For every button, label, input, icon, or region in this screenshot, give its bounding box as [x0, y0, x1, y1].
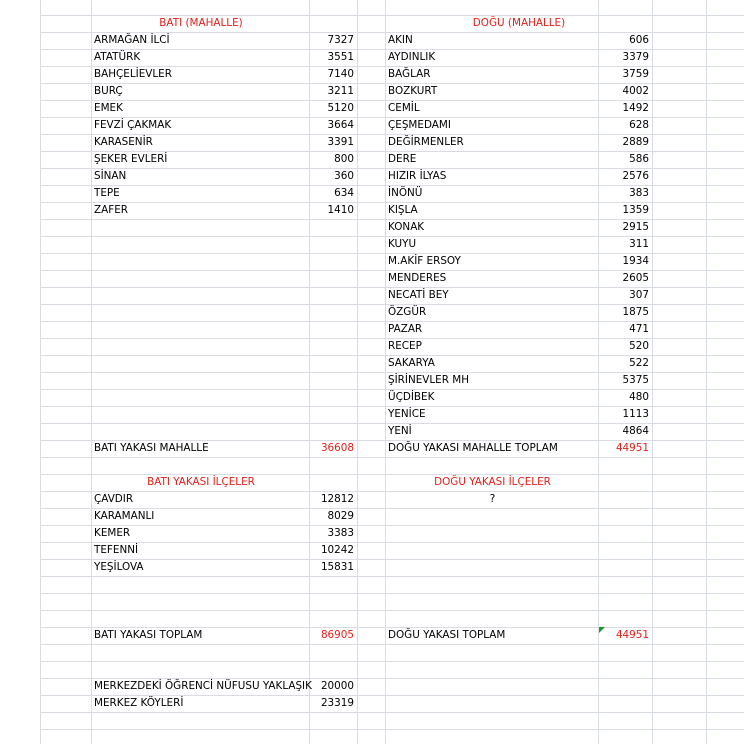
dogu-mahalle-value-cell[interactable]: 471	[629, 323, 649, 335]
dogu-mahalle-value-cell[interactable]: 586	[629, 153, 649, 165]
dogu-mahalle-name-cell[interactable]: ŞİRİNEVLER MH	[388, 374, 470, 386]
bati-ilce-name-cell[interactable]: KARAMANLI	[94, 510, 155, 522]
dogu-yakasi-toplam-value[interactable]: 44951	[615, 629, 649, 641]
dogu-mahalle-value-cell[interactable]: 628	[629, 119, 649, 131]
column-gridline	[706, 0, 707, 744]
bati-total-label[interactable]: BATI YAKASI MAHALLE	[94, 442, 209, 454]
bati-ilce-name-cell[interactable]: KEMER	[94, 527, 131, 539]
dogu-total-value[interactable]: 44951	[615, 442, 649, 454]
dogu-mahalle-value-cell[interactable]: 1934	[622, 255, 649, 267]
dogu-mahalle-name-cell[interactable]: BOZKURT	[388, 85, 438, 97]
row-gridline	[40, 457, 744, 458]
merkez-koyleri-value[interactable]: 23319	[320, 697, 354, 709]
bati-mahalle-value-cell[interactable]: 800	[334, 153, 354, 165]
bati-mahalle-name-cell[interactable]: BAHÇELİEVLER	[94, 68, 172, 80]
dogu-mahalle-name-cell[interactable]: KONAK	[388, 221, 425, 233]
dogu-mahalle-name-cell[interactable]: AYDINLIK	[388, 51, 436, 63]
dogu-mahalle-name-cell[interactable]: DERE	[388, 153, 417, 165]
bati-mahalle-value-cell[interactable]: 5120	[327, 102, 354, 114]
bati-ilce-name-cell[interactable]: TEFENNİ	[94, 544, 139, 556]
bati-mahalle-value-cell[interactable]: 634	[334, 187, 354, 199]
bati-mahalle-name-cell[interactable]: KARASENİR	[94, 136, 153, 148]
bati-mahalle-name-cell[interactable]: ATATÜRK	[94, 51, 141, 63]
bati-mahalle-value-cell[interactable]: 3391	[327, 136, 354, 148]
dogu-mahalle-value-cell[interactable]: 2889	[622, 136, 649, 148]
row-gridline	[40, 576, 744, 577]
bati-mahalle-name-cell[interactable]: EMEK	[94, 102, 123, 114]
bati-ilce-value-cell[interactable]: 12812	[320, 493, 354, 505]
dogu-mahalle-value-cell[interactable]: 1875	[622, 306, 649, 318]
dogu-mahalle-name-cell[interactable]: KUYU	[388, 238, 417, 250]
dogu-mahalle-header[interactable]: DOĞU (MAHALLE)	[472, 17, 566, 29]
bati-mahalle-value-cell[interactable]: 3211	[327, 85, 354, 97]
row-gridline	[40, 712, 744, 713]
dogu-mahalle-value-cell[interactable]: 480	[629, 391, 649, 403]
dogu-mahalle-value-cell[interactable]: 307	[629, 289, 649, 301]
dogu-ilceler-placeholder[interactable]: ?	[489, 493, 496, 505]
row-gridline	[40, 644, 744, 645]
dogu-mahalle-name-cell[interactable]: ÜÇDİBEK	[388, 391, 435, 403]
bati-mahalle-name-cell[interactable]: SİNAN	[94, 170, 127, 182]
dogu-mahalle-name-cell[interactable]: RECEP	[388, 340, 422, 352]
dogu-mahalle-value-cell[interactable]: 2915	[622, 221, 649, 233]
column-gridline	[652, 0, 653, 744]
dogu-mahalle-value-cell[interactable]: 383	[629, 187, 649, 199]
dogu-mahalle-value-cell[interactable]: 4002	[622, 85, 649, 97]
bati-ilce-name-cell[interactable]: ÇAVDIR	[94, 493, 134, 505]
bati-mahalle-name-cell[interactable]: ARMAĞAN İLCİ	[94, 34, 170, 46]
bati-mahalle-name-cell[interactable]: TEPE	[94, 187, 120, 199]
column-gridline	[40, 0, 41, 744]
dogu-mahalle-value-cell[interactable]: 520	[629, 340, 649, 352]
dogu-mahalle-value-cell[interactable]: 1113	[622, 408, 649, 420]
dogu-mahalle-name-cell[interactable]: HIZIR İLYAS	[388, 170, 447, 182]
dogu-mahalle-value-cell[interactable]: 2605	[622, 272, 649, 284]
dogu-mahalle-value-cell[interactable]: 522	[629, 357, 649, 369]
dogu-mahalle-name-cell[interactable]: AKIN	[388, 34, 413, 46]
row-gridline	[40, 661, 744, 662]
dogu-mahalle-name-cell[interactable]: PAZAR	[388, 323, 423, 335]
bati-ilce-name-cell[interactable]: YEŞİLOVA	[94, 561, 144, 573]
dogu-total-label[interactable]: DOĞU YAKASI MAHALLE TOPLAM	[388, 442, 558, 454]
dogu-mahalle-value-cell[interactable]: 3379	[622, 51, 649, 63]
bati-mahalle-value-cell[interactable]: 1410	[327, 204, 354, 216]
comment-indicator-icon[interactable]	[599, 627, 605, 633]
dogu-mahalle-name-cell[interactable]: ÇEŞMEDAMI	[388, 119, 451, 131]
dogu-mahalle-name-cell[interactable]: YENİCE	[388, 408, 426, 420]
bati-yakasi-toplam-value[interactable]: 86905	[320, 629, 354, 641]
dogu-yakasi-toplam-label[interactable]: DOĞU YAKASI TOPLAM	[388, 629, 506, 641]
dogu-mahalle-value-cell[interactable]: 4864	[622, 425, 649, 437]
bati-mahalle-value-cell[interactable]: 3551	[327, 51, 354, 63]
dogu-ilceler-header[interactable]: DOĞU YAKASI İLÇELER	[434, 476, 551, 488]
dogu-mahalle-value-cell[interactable]: 1492	[622, 102, 649, 114]
bati-mahalle-value-cell[interactable]: 3664	[327, 119, 354, 131]
row-gridline	[40, 729, 744, 730]
bati-ilce-value-cell[interactable]: 15831	[320, 561, 354, 573]
bati-yakasi-toplam-label[interactable]: BATI YAKASI TOPLAM	[94, 629, 203, 641]
row-gridline	[40, 610, 744, 611]
dogu-mahalle-name-cell[interactable]: CEMİL	[388, 102, 420, 114]
bati-ilce-value-cell[interactable]: 8029	[327, 510, 354, 522]
row-gridline	[40, 593, 744, 594]
bati-mahalle-header[interactable]: BATI (MAHALLE)	[159, 17, 243, 29]
dogu-mahalle-value-cell[interactable]: 606	[629, 34, 649, 46]
merkez-ogrenci-value[interactable]: 20000	[320, 680, 354, 692]
bati-ilce-value-cell[interactable]: 3383	[327, 527, 354, 539]
dogu-mahalle-value-cell[interactable]: 311	[629, 238, 649, 250]
bati-mahalle-value-cell[interactable]: 360	[334, 170, 354, 182]
dogu-mahalle-name-cell[interactable]: DEĞİRMENLER	[388, 136, 464, 148]
dogu-mahalle-value-cell[interactable]: 3759	[622, 68, 649, 80]
bati-mahalle-value-cell[interactable]: 7140	[327, 68, 354, 80]
bati-mahalle-value-cell[interactable]: 7327	[327, 34, 354, 46]
bati-ilce-value-cell[interactable]: 10242	[320, 544, 354, 556]
bati-ilceler-header[interactable]: BATI YAKASI İLÇELER	[147, 476, 255, 488]
dogu-mahalle-name-cell[interactable]: NECATİ BEY	[388, 289, 449, 301]
dogu-mahalle-value-cell[interactable]: 2576	[622, 170, 649, 182]
dogu-mahalle-name-cell[interactable]: KIŞLA	[388, 204, 418, 216]
dogu-mahalle-name-cell[interactable]: BAĞLAR	[388, 68, 431, 80]
column-gridline	[357, 0, 358, 744]
bati-mahalle-name-cell[interactable]: FEVZİ ÇAKMAK	[94, 119, 172, 131]
merkez-ogrenci-label[interactable]: MERKEZDEKİ ÖĞRENCİ NÜFUSU YAKLAŞIK	[94, 680, 312, 692]
dogu-mahalle-value-cell[interactable]: 5375	[622, 374, 649, 386]
bati-mahalle-name-cell[interactable]: BURÇ	[94, 85, 123, 97]
dogu-mahalle-name-cell[interactable]: M.AKİF ERSOY	[388, 255, 461, 267]
dogu-mahalle-name-cell[interactable]: SAKARYA	[388, 357, 435, 369]
dogu-mahalle-name-cell[interactable]: MENDERES	[388, 272, 447, 284]
bati-total-value[interactable]: 36608	[320, 442, 354, 454]
dogu-mahalle-name-cell[interactable]: YENİ	[388, 425, 412, 437]
dogu-mahalle-name-cell[interactable]: ÖZGÜR	[388, 306, 427, 318]
dogu-mahalle-value-cell[interactable]: 1359	[622, 204, 649, 216]
merkez-koyleri-label[interactable]: MERKEZ KÖYLERİ	[94, 697, 184, 709]
dogu-mahalle-name-cell[interactable]: İNÖNÜ	[388, 187, 423, 199]
bati-mahalle-name-cell[interactable]: ŞEKER EVLERİ	[94, 153, 168, 165]
bati-mahalle-name-cell[interactable]: ZAFER	[94, 204, 128, 216]
